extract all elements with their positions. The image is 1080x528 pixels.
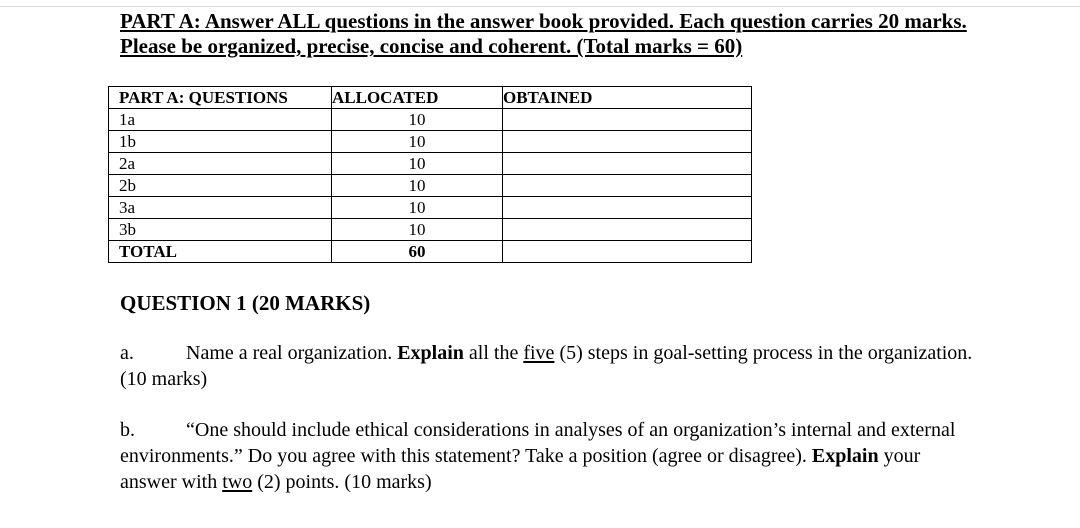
question-cell: 1a [109,109,332,131]
question-cell: 2a [109,153,332,175]
allocated-cell: 10 [332,131,503,153]
obtained-cell [503,109,752,131]
table-row [109,109,752,131]
part-a-text: (5) steps in goal-setting process in the organization. (10 marks) [120,342,973,390]
header-obtained: OBTAINED [503,87,752,109]
part-b-marker: b. [120,419,135,441]
question-cell: 2b [109,175,332,197]
top-divider [0,6,1080,7]
allocated-cell: 10 [332,219,503,241]
header-allocated: ALLOCATED [332,87,503,109]
total-allocated: 60 [332,241,503,263]
part-b-text: (2) points. (10 marks) [252,471,432,493]
part-a-instructions: PART A: Answer ALL questions in the answer book provided. Each question carries 20 marks. Please be organized, precise, concise and coherent. (Total marks = 60) [120,9,967,58]
part-a-text: all the [463,342,524,364]
table-total-row [109,241,752,263]
part-b-emphasis: Explain [811,445,879,467]
table-row [109,219,752,241]
marks-table [108,86,752,263]
question-1a [120,340,980,392]
table-row [109,153,752,175]
question-1-title: QUESTION 1 (20 MARKS) [120,291,371,315]
question-cell: 3b [109,219,332,241]
allocated-cell: 10 [332,175,503,197]
part-a-marker: a. [120,342,134,364]
table-row [109,175,752,197]
header-questions: PART A: QUESTIONS [109,87,332,109]
part-b-text: your answer with [120,445,921,493]
allocated-cell: 10 [332,153,503,175]
obtained-cell [503,131,752,153]
obtained-cell [503,197,752,219]
question-1b [120,417,980,495]
obtained-cell [503,175,752,197]
table-row [109,131,752,153]
total-label: TOTAL [109,241,332,263]
obtained-cell [503,219,752,241]
question-cell: 3a [109,197,332,219]
allocated-cell: 10 [332,109,503,131]
table-row [109,197,752,219]
part-b-underlined: two [222,471,253,493]
part-a-underlined: five [523,342,555,364]
part-a-emphasis: Explain [397,342,464,364]
part-b-text: “One should include ethical considerations in analyses of an organization’s internal and external environments.” Do you agree with this statement? Take a position (agree or disagree). [120,419,956,467]
question-cell: 1b [109,131,332,153]
allocated-cell: 10 [332,197,503,219]
obtained-cell [503,153,752,175]
total-obtained [503,241,752,263]
table-header-row [109,87,752,109]
part-a-text: Name a real organization. [186,342,398,364]
